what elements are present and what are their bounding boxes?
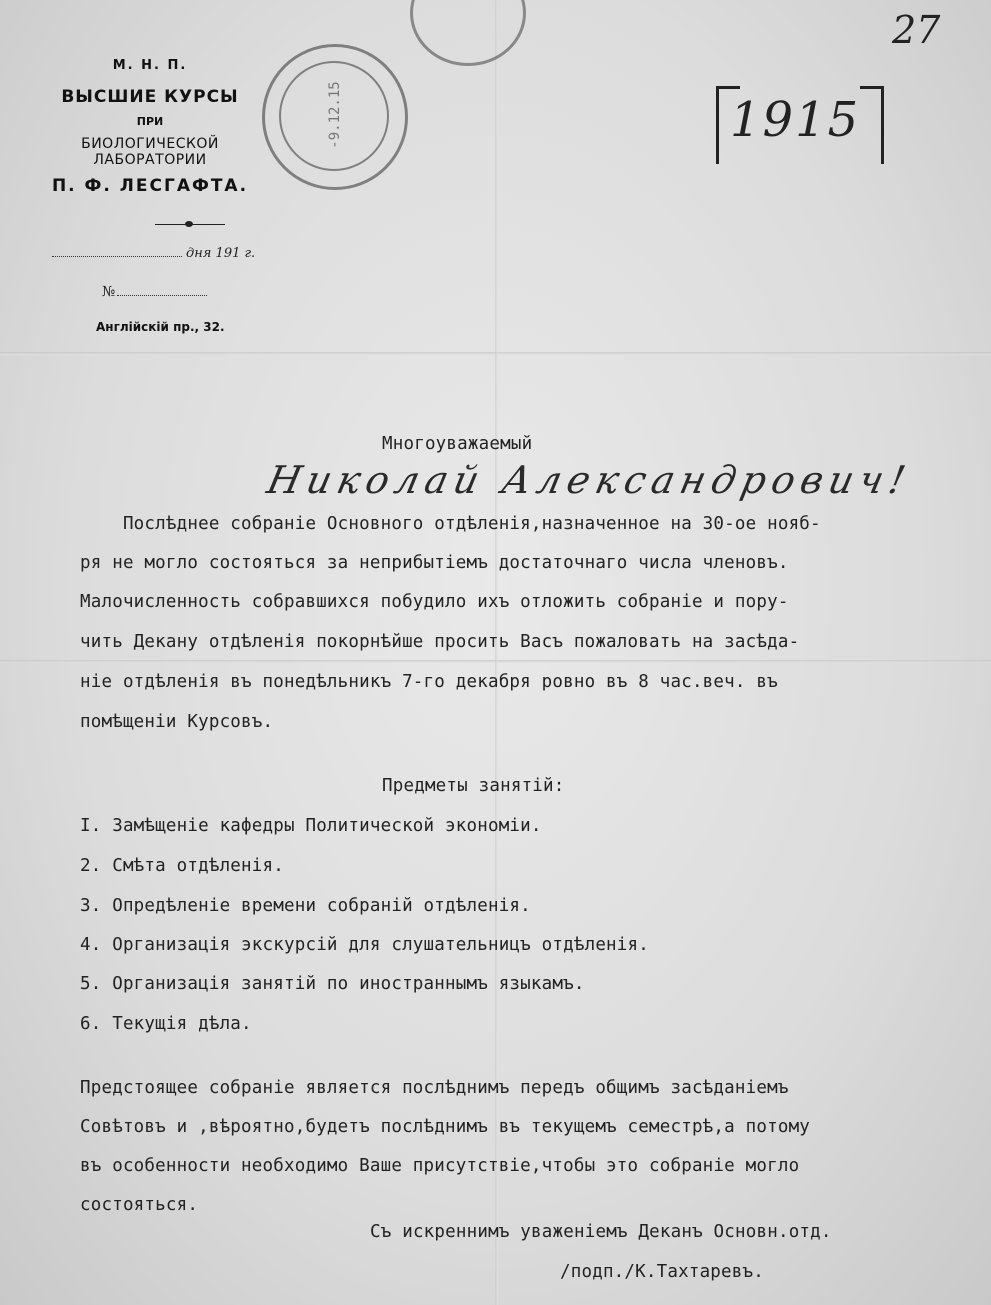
paragraph-line: Предстоящее собраніе является послѣднимъ передъ общимъ засѣданіемъ — [80, 1078, 789, 1098]
paragraph-line: ря не могло состояться за неприбытіемъ достаточнаго числа членовъ. — [80, 553, 789, 573]
letterhead-address: Англійскій пр., 32. — [96, 320, 225, 334]
paragraph-line: ніе отдѣленія въ понедѣльникъ 7-го декабря ровно въ 8 час.веч. въ — [80, 672, 778, 692]
subject-item: 4. Организація экскурсій для слушательницъ отдѣленія. — [80, 935, 650, 955]
number-blank — [117, 295, 207, 296]
date-suffix: дня 191 г. — [186, 246, 256, 261]
greeting: Многоуважаемый — [382, 434, 533, 454]
paragraph-line: Послѣднее собраніе Основного отдѣленія,назначенное на 30-ое нояб- — [80, 514, 821, 534]
stamp-date: -9.12.15 — [327, 81, 343, 149]
paragraph-line: состояться. — [80, 1195, 199, 1215]
letterhead-lab: БИОЛОГИЧЕСКОЙ ЛАБОРАТОРИИ — [81, 136, 219, 168]
paragraph-line: чить Декану отдѣленія покорнѣйше просить Васъ пожаловать на засѣда- — [80, 632, 800, 652]
paper-fold-line — [495, 0, 498, 1305]
archive-sheet-number: 27 — [892, 8, 941, 52]
paragraph-line: Совѣтовъ и ,вѣроятно,будетъ послѣднимъ въ текущемъ семестрѣ,а потому — [80, 1117, 811, 1137]
number-line — [102, 284, 207, 300]
letterhead-at: ПРИ — [136, 115, 164, 128]
date-blank — [52, 256, 182, 257]
paragraph-line: помѣщеніи Курсовъ. — [80, 712, 274, 732]
subject-item: 6. Текущія дѣла. — [80, 1014, 252, 1034]
handwritten-addressee: Николай Александрович! — [263, 458, 916, 502]
paragraph-line: въ особенности необходимо Ваше присутствіе,чтобы это собраніе могло — [80, 1156, 800, 1176]
subjects-heading: Предметы занятій: — [382, 776, 565, 796]
subject-item: 2. Смѣта отдѣленія. — [80, 856, 284, 876]
postal-stamp — [262, 44, 408, 190]
closing-line: Съ искреннимъ уваженіемъ Деканъ Основн.отд. — [370, 1222, 832, 1242]
number-label: № — [102, 284, 116, 300]
archive-year: 1915 — [730, 92, 861, 148]
letterhead-title: ВЫСШИЕ КУРСЫ — [61, 87, 239, 107]
subject-item: 5. Организація занятій по иностраннымъ языкамъ. — [80, 974, 585, 994]
letterhead-ministry: М. Н. П. — [112, 58, 188, 73]
postal-stamp-partial — [410, 0, 526, 66]
date-line — [52, 246, 255, 261]
paragraph-line: Малочисленность собравшихся побудило ихъ отложить собраніе и пору- — [80, 592, 789, 612]
letterhead-name: П. Ф. ЛЕСГАФТА. — [51, 176, 249, 196]
subject-item: I. Замѣщеніе кафедры Политической экономіи. — [80, 816, 542, 836]
signature: /подп./К.Тахтаревъ. — [560, 1262, 764, 1282]
letterhead — [30, 58, 270, 196]
subject-item: 3. Опредѣленіе времени собраній отдѣленія. — [80, 896, 531, 916]
ornament-divider — [155, 224, 225, 226]
